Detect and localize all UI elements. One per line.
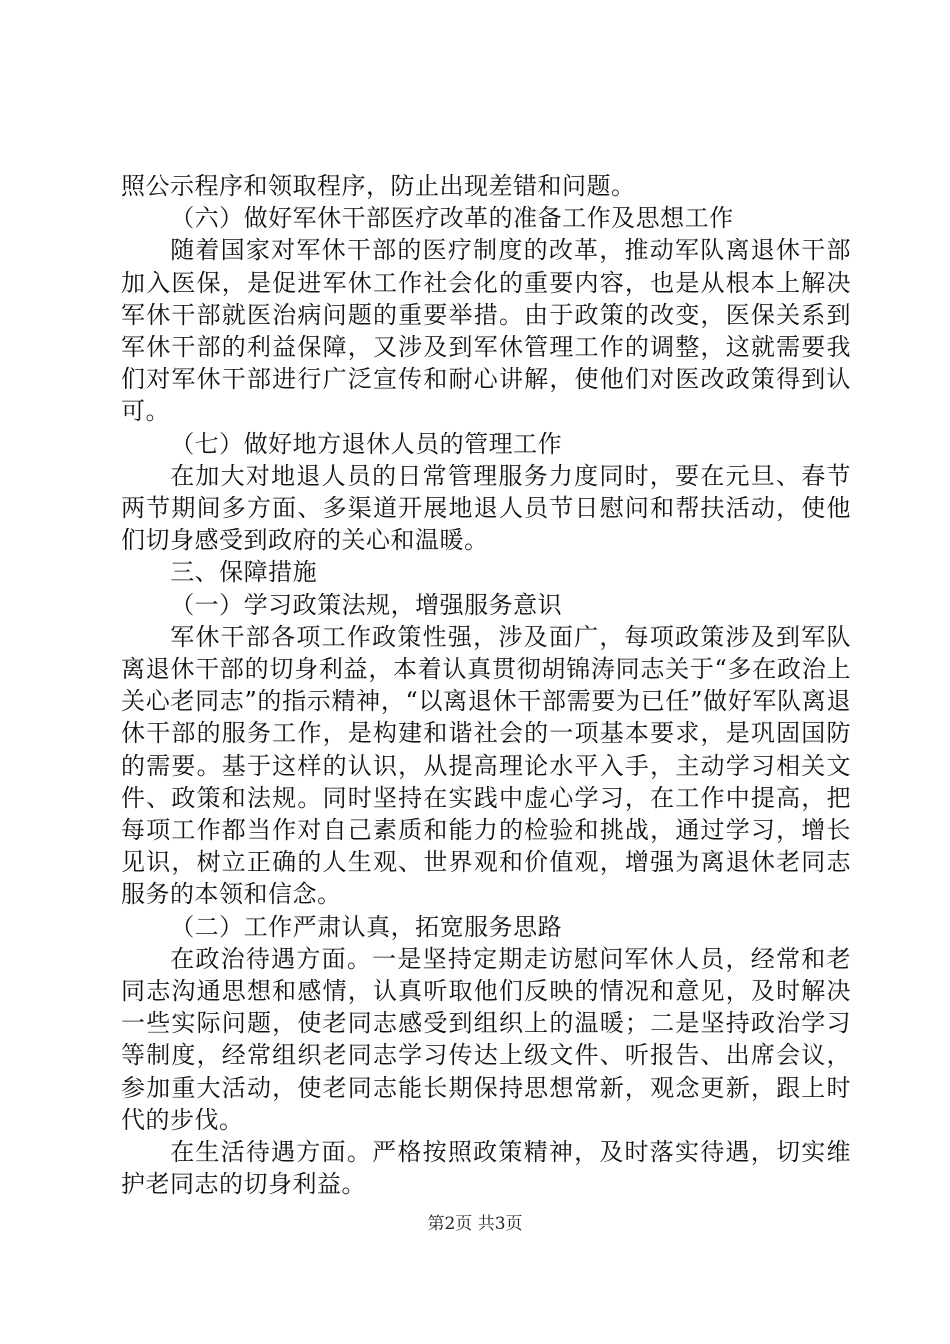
paragraph-study-policy: 军休干部各项工作政策性强，涉及面广，每项政策涉及到军队离退休干部的切身利益，本着认真贯彻胡锦涛同志关于“多在政治上关心老同志”的指示精神，“以离退休干部需要为已任”做好军队离退休干部的服务工作，是构建和谐社会的一项基本要求，是巩固国防的需要。基于这样的认识，从提高理论水平入手，主动学习相关文件、政策和法规。同时坚持在实践中虚心学习，在工作中提高，把每项工作都当作对自己素质和能力的检验和挑战，通过学习，增长见识，树立正确的人生观、世界观和价值观，增强为离退休老同志服务的本领和信念。 bbox=[121, 622, 851, 909]
paragraph-continuation: 照公示程序和领取程序，防止出现差错和问题。 bbox=[121, 172, 636, 200]
document-body bbox=[121, 170, 851, 1201]
chapter-heading-safeguards: 三、保障措施 bbox=[170, 558, 318, 587]
paragraph-political-treatment: 在政治待遇方面。一是坚持定期走访慰问军休人员，经常和老同志沟通思想和感情，认真听取他们反映的情况和意见，及时解决一些实际问题，使老同志感受到组织上的温暖；二是坚持政治学习等制度，经常组织老同志学习传达上级文件、听报告、出席会议，参加重大活动，使老同志能长期保持思想常新，观念更新，跟上时代的步伐。 bbox=[121, 944, 851, 1134]
section-heading-1: （一）学习政策法规，增强服务意识 bbox=[170, 590, 563, 619]
paragraph-living-treatment: 在生活待遇方面。严格按照政策精神，及时落实待遇，切实维护老同志的切身利益。 bbox=[121, 1138, 851, 1199]
section-heading-6: （六）做好军休干部医疗改革的准备工作及思想工作 bbox=[170, 204, 734, 233]
section-heading-7: （七）做好地方退休人员的管理工作 bbox=[170, 429, 563, 458]
paragraph-local-retirees: 在加大对地退人员的日常管理服务力度同时，要在元旦、春节两节期间多方面、多渠道开展地退人员节日慰问和帮扶活动，使他们切身感受到政府的关心和温暖。 bbox=[121, 461, 851, 555]
section-heading-2: （二）工作严肃认真，拓宽服务思路 bbox=[170, 912, 563, 941]
paragraph-medical-reform: 随着国家对军休干部的医疗制度的改革，推动军队离退休干部加入医保，是促进军休工作社会化的重要内容，也是从根本上解决军休干部就医治病问题的重要举措。由于政策的改变，医保关系到军休干部的利益保障，又涉及到军休管理工作的调整，这就需要我们对军休干部进行广泛宣传和耐心讲解，使他们对医改政策得到认可。 bbox=[121, 236, 851, 426]
page-number-footer: 第2页 共3页 bbox=[427, 1214, 523, 1234]
